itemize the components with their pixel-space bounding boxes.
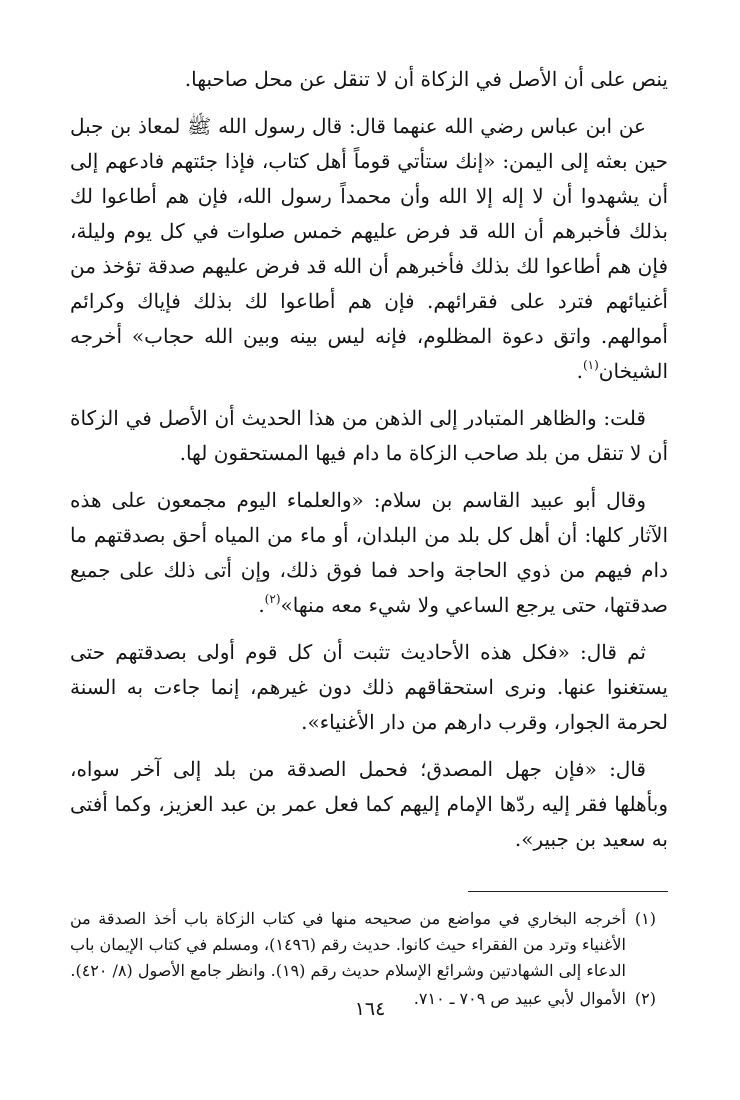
paragraph-2-text: عن ابن عباس رضي الله عنهما قال: قال رسول الله ﷺ لمعاذ بن جبل حين بعثه إلى اليمن: «إنك ستأتي قوماً أهل كتاب، فإذا جئتهم فادعهم إلى أن يشهدوا أن لا إله إلا الله وأن محمداً رسول الله، فإن هم أطاعوا لك بذلك فأخبرهم أن الله قد فرض عليهم خمس صلوات في كل يوم وليلة، فإن هم أطاعوا لك بذلك فأخبرهم أن الله قد فرض عليهم صدقة تؤخذ من أغنيائهم فترد على فقرائهم. فإن هم أطاعوا لك بذلك فإياك وكرائم أموالهم. واتق دعوة المظلوم، فإنه ليس بينه وبين الله حجاب» أخرجه الشيخان xyxy=(70,114,668,383)
footnote-1-number: (١) xyxy=(634,909,656,928)
paragraph-4 xyxy=(70,483,668,623)
footnote-1-text: أخرجه البخاري في مواضع من صحيحه منها في كتاب الزكاة باب أخذ الصدقة من الأغنياء وترد من الفقراء حيث كانوا. حديث رقم (١٤٩٦)، ومسلم في كتاب الإيمان باب الدعاء إلى الشهادتين وشرائع الإسلام حديث رقم (١٩). وانظر جامع الأصول (٨/ ٤٢٠). xyxy=(70,909,626,980)
footnote-1 xyxy=(70,906,668,984)
paragraph-4-text: وقال أبو عبيد القاسم بن سلام: «والعلماء اليوم مجمعون على هذه الآثار كلها: أن أهل كل بلد من البلدان، أو ماء من المياه أحق بصدقتهم ما دام فيهم من ذوي الحاجة واحد فما فوق ذلك، وإن أتى ذلك على جميع صدقتها، حتى يرجع الساعي ولا شيء معه منها» xyxy=(70,488,669,617)
paragraph-3 xyxy=(70,401,668,471)
paragraph-3-text: قلت: والظاهر المتبادر إلى الذهن من هذا الحديث أن الأصل في الزكاة أن لا تنقل من بلد صاحب الزكاة ما دام فيها المستحقون لها. xyxy=(70,406,668,465)
main-text xyxy=(70,62,668,857)
paragraph-5 xyxy=(70,635,668,740)
paragraph-1-text: ينص على أن الأصل في الزكاة أن لا تنقل عن محل صاحبها. xyxy=(184,67,668,91)
page-number: ١٦٤ xyxy=(354,998,386,1020)
paragraph-1 xyxy=(70,62,668,97)
footnote-2-number: (٢) xyxy=(634,989,656,1008)
paragraph-4-tail: . xyxy=(258,593,265,617)
paragraph-6 xyxy=(70,752,668,857)
paragraph-2-tail: . xyxy=(576,359,583,383)
paragraph-5-text: ثم قال: «فكل هذه الأحاديث تثبت أن كل قوم أولى بصدقتهم حتى يستغنوا عنها. ونرى استحقاقهم ذلك دون غيرهم، إنما جاءت به السنة لحرمة الجوار، وقرب دارهم من دار الأغنياء». xyxy=(70,640,668,734)
paragraph-2 xyxy=(70,109,668,389)
paragraph-6-text: قال: «فإن جهل المصدق؛ فحمل الصدقة من بلد إلى آخر سواه، وبأهلها فقر إليه ردّها الإمام إليهم كما فعل عمر بن عبد العزيز، وكما أفتى به سعيد بن جبير». xyxy=(70,757,668,851)
footnote-ref-2: (٢) xyxy=(264,592,281,606)
footnote-separator xyxy=(468,891,668,892)
footnotes xyxy=(70,906,668,1012)
footnote-2-text: الأموال لأبي عبيد ص ٧٠٩ ـ ٧١٠. xyxy=(413,989,626,1008)
footnote-ref-1: (١) xyxy=(582,358,599,372)
